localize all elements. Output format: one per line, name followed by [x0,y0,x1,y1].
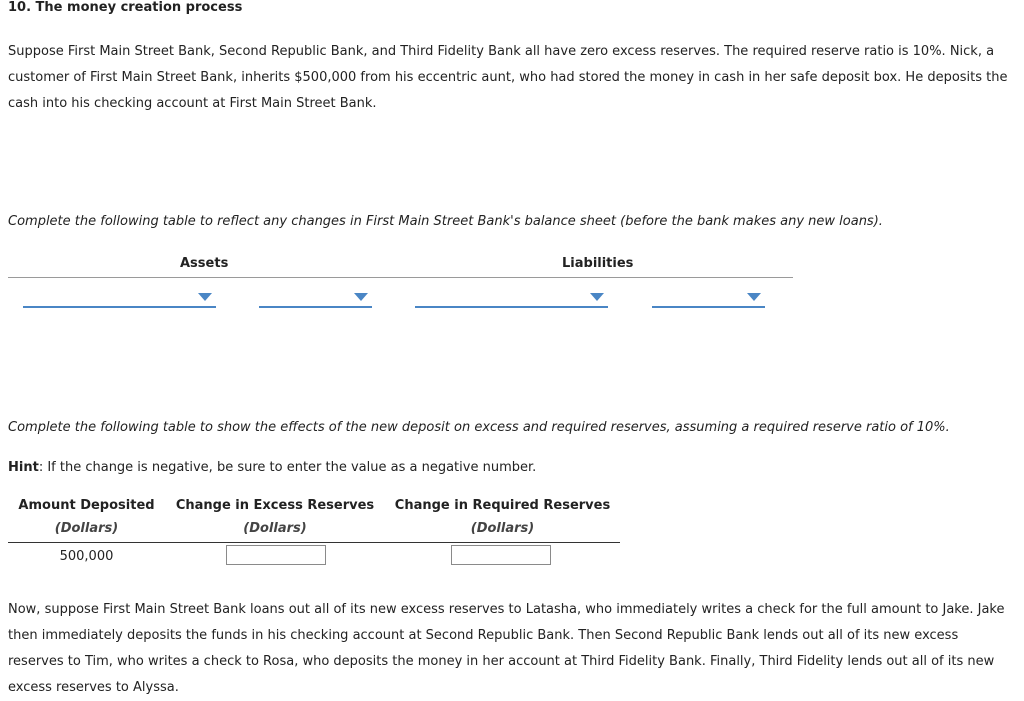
col-header-amount-deposited: Amount Deposited [18,498,155,513]
liabilities-amount-dropdown[interactable] [652,292,765,308]
liabilities-header: Liabilities [562,256,634,271]
balance-sheet-rule [8,277,793,278]
balance-sheet-instruction: Complete the following table to reflect any changes in First Main Street Bank's balance sheet (before the bank makes any new loans). [8,214,883,229]
assets-account-dropdown[interactable] [23,292,216,308]
hint-text: : If the change is negative, be sure to enter the value as a negative number. [38,460,537,475]
assets-amount-dropdown[interactable] [259,292,372,308]
question-title: 10. The money creation process [8,0,243,15]
reserves-instruction: Complete the following table to show the effects of the new deposit on excess and required reserves, assuming a required reserve ratio of 10%. [8,420,950,435]
col-unit-excess-reserves: (Dollars) [243,521,307,536]
col-header-required-reserves: Change in Required Reserves [394,498,611,513]
intro-paragraph: Suppose First Main Street Bank, Second Republic Bank, and Third Fidelity Bank all have zero excess reserves. The required reserve ratio is 10%. Nick, a customer of First Main Street Bank, inherits $500,000 from his eccentric aunt, who had stored the money in cash in her safe deposit box. He deposits the cash into his checking account at First Main Street Bank. [8,44,1008,111]
assets-header: Assets [180,256,229,271]
hint [8,460,536,475]
col-header-excess-reserves: Change in Excess Reserves [175,498,375,513]
hint-label: Hint [8,460,39,475]
followup-paragraph: Now, suppose First Main Street Bank loans out all of its new excess reserves to Latasha, who immediately writes a check for the full amount to Jake. Jake then immediately deposits the funds in his checking account at Second Republic Bank. Then Second Republic Bank lends out all of its new excess reserves to Tim, who writes a check to Rosa, who deposits the money in her account at Third Fidelity Bank. Finally, Third Fidelity lends out all of its new excess reserves to Alyssa. [8,602,1005,695]
required-reserves-input[interactable] [451,545,551,565]
amount-deposited-value: 500,000 [59,549,114,564]
col-unit-required-reserves: (Dollars) [470,521,535,536]
liabilities-account-dropdown[interactable] [415,292,608,308]
excess-reserves-input[interactable] [226,545,326,565]
col-unit-amount-deposited: (Dollars) [54,521,119,536]
reserves-table-rule [8,542,620,543]
